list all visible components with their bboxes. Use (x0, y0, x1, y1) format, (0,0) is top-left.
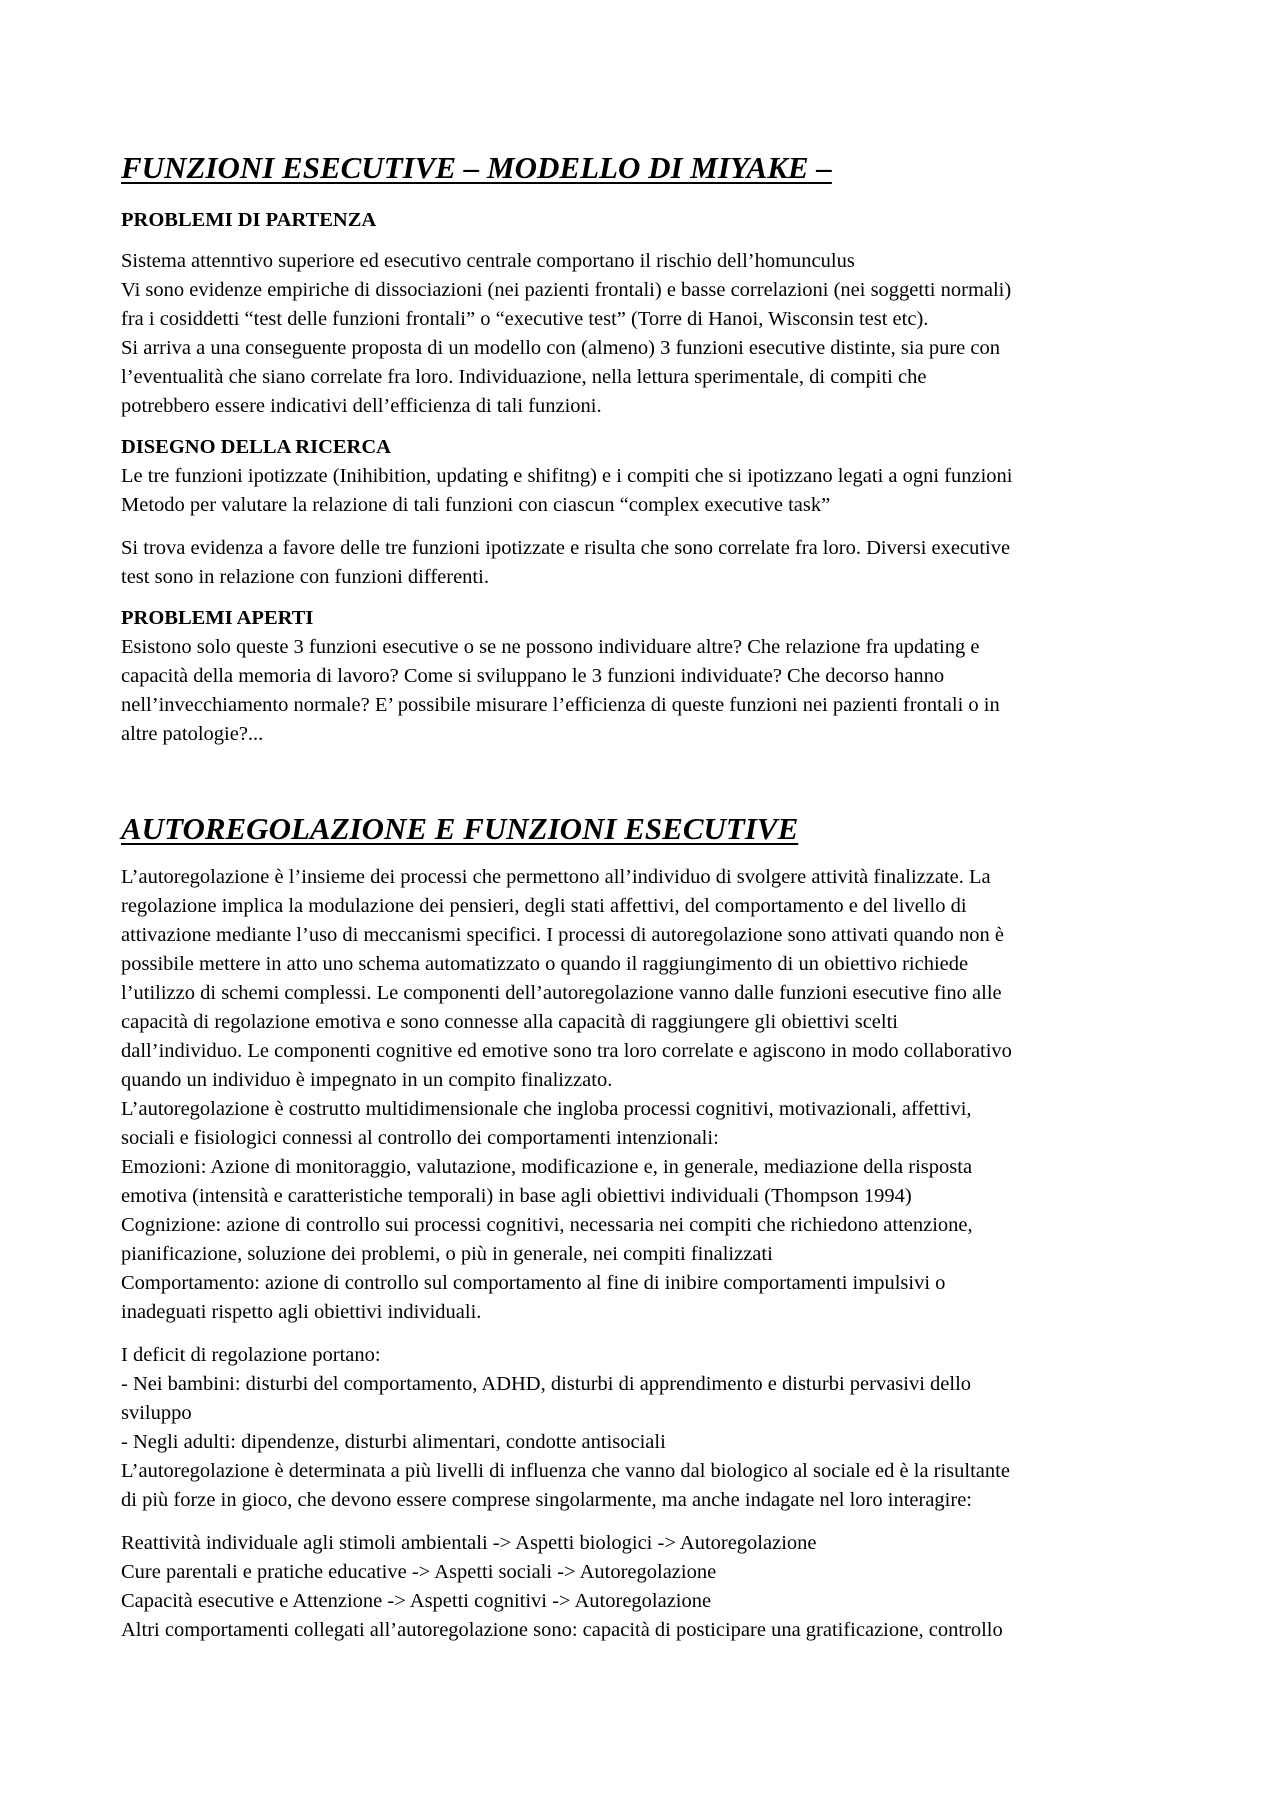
text-line: sviluppo (121, 1402, 192, 1424)
text-line: fra i cosiddetti “test delle funzioni frontali” o “executive test” (Torre di Hanoi, Wisconsin test etc). (121, 308, 929, 330)
text-line: Si arriva a una conseguente proposta di un modello con (almeno) 3 funzioni esecutive distinte, sia pure con (121, 337, 1000, 359)
text-line: emotiva (intensità e caratteristiche temporali) in base agli obiettivi individuali (Thompson 1994) (121, 1185, 912, 1207)
paragraph-deficit (121, 1341, 1161, 1515)
section-title-miyake: FUNZIONI ESECUTIVE – MODELLO DI MIYAKE – (121, 150, 832, 185)
text-line: capacità di regolazione emotiva e sono connesse alla capacità di raggiungere gli obiettivi scelti (121, 1011, 898, 1033)
text-line: Cognizione: azione di controllo sui processi cognitivi, necessaria nei compiti che richiedono attenzione, (121, 1214, 973, 1236)
text-line: Vi sono evidenze empiriche di dissociazioni (nei pazienti frontali) e basse correlazioni (nei soggetti normali) (121, 279, 1012, 301)
text-line: inadeguati rispetto agli obiettivi individuali. (121, 1301, 482, 1323)
heading-problemi-aperti: PROBLEMI APERTI (121, 607, 314, 629)
heading-problemi-partenza: PROBLEMI DI PARTENZA (121, 209, 377, 231)
text-line: - Nei bambini: disturbi del comportamento, ADHD, disturbi di apprendimento e disturbi pervasivi dello (121, 1373, 972, 1395)
text-line: Reattività individuale agli stimoli ambientali -> Aspetti biologici -> Autoregolazione (121, 1532, 817, 1554)
text-line: Esistono solo queste 3 funzioni esecutive o se ne possono individuare altre? Che relazione fra updating e (121, 636, 980, 658)
text-line: Sistema attenntivo superiore ed esecutivo centrale comportano il rischio dell’homunculus (121, 250, 855, 272)
text-line: possibile mettere in atto uno schema automatizzato o quando il raggiungimento di un obiettivo richiede (121, 953, 969, 975)
text-line: potrebbero essere indicativi dell’efficienza di tali funzioni. (121, 395, 602, 417)
text-line: L’autoregolazione è costrutto multidimensionale che ingloba processi cognitivi, motivazionali, affettivi, (121, 1098, 972, 1120)
text-line: sociali e fisiologici connessi al controllo dei comportamenti intenzionali: (121, 1127, 719, 1149)
text-line: Si trova evidenza a favore delle tre funzioni ipotizzate e risulta che sono correlate fra loro. Diversi executive (121, 537, 1011, 559)
paragraph-problemi-aperti (121, 633, 1161, 749)
text-line: Capacità esecutive e Attenzione -> Aspetti cognitivi -> Autoregolazione (121, 1590, 712, 1612)
text-line: nell’invecchiamento normale? E’ possibile misurare l’efficienza di queste funzioni nei pazienti frontali o in (121, 694, 1000, 716)
section-title-autoregolazione: AUTOREGOLAZIONE E FUNZIONI ESECUTIVE (121, 811, 799, 846)
text-line: di più forze in gioco, che devono essere comprese singolarmente, ma anche indagate nel loro interagire: (121, 1489, 972, 1511)
paragraph-problemi-partenza (121, 247, 1161, 421)
text-line: Metodo per valutare la relazione di tali funzioni con ciascun “complex executive task” (121, 494, 831, 516)
text-line: Le tre funzioni ipotizzate (Inihibition, updating e shifitng) e i compiti che si ipotizzano legati a ogni funzioni (121, 465, 1013, 487)
text-line: test sono in relazione con funzioni differenti. (121, 566, 489, 588)
text-line: Comportamento: azione di controllo sul comportamento al fine di inibire comportamenti impulsivi o (121, 1272, 946, 1294)
text-line: capacità della memoria di lavoro? Come si sviluppano le 3 funzioni individuate? Che decorso hanno (121, 665, 945, 687)
text-line: quando un individuo è impegnato in un compito finalizzato. (121, 1069, 613, 1091)
text-line: - Negli adulti: dipendenze, disturbi alimentari, condotte antisociali (121, 1431, 666, 1453)
text-line: altre patologie?... (121, 723, 264, 745)
text-line: l’eventualità che siano correlate fra loro. Individuazione, nella lettura sperimentale, di compiti che (121, 366, 927, 388)
text-line: attivazione mediante l’uso di meccanismi specifici. I processi di autoregolazione sono attivati quando non è (121, 924, 1004, 946)
text-line: l’utilizzo di schemi complessi. Le componenti dell’autoregolazione vanno dalle funzioni esecutive fino alle (121, 982, 1002, 1004)
text-line: I deficit di regolazione portano: (121, 1344, 381, 1366)
paragraph-disegno-ricerca (121, 462, 1161, 520)
text-line: pianificazione, soluzione dei problemi, o più in generale, nei compiti finalizzati (121, 1243, 773, 1265)
text-line: Cure parentali e pratiche educative -> Aspetti sociali -> Autoregolazione (121, 1561, 717, 1583)
paragraph-risultati (121, 534, 1161, 592)
heading-disegno-ricerca: DISEGNO DELLA RICERCA (121, 436, 391, 458)
text-line: Altri comportamenti collegati all’autoregolazione sono: capacità di posticipare una gratificazione, controllo (121, 1619, 1003, 1641)
text-line: Emozioni: Azione di monitoraggio, valutazione, modificazione e, in generale, mediazione della risposta (121, 1156, 973, 1178)
paragraph-chain (121, 1529, 1161, 1645)
paragraph-autoregolazione-intro (121, 863, 1161, 1327)
text-line: regolazione implica la modulazione dei pensieri, degli stati affettivi, del comportamento e del livello di (121, 895, 967, 917)
text-line: L’autoregolazione è determinata a più livelli di influenza che vanno dal biologico al sociale ed è la risultante (121, 1460, 1010, 1482)
document-page (121, 150, 1161, 1645)
text-line: L’autoregolazione è l’insieme dei processi che permettono all’individuo di svolgere attività finalizzate. La (121, 866, 991, 888)
text-line: dall’individuo. Le componenti cognitive ed emotive sono tra loro correlate e agiscono in modo collaborativo (121, 1040, 1012, 1062)
